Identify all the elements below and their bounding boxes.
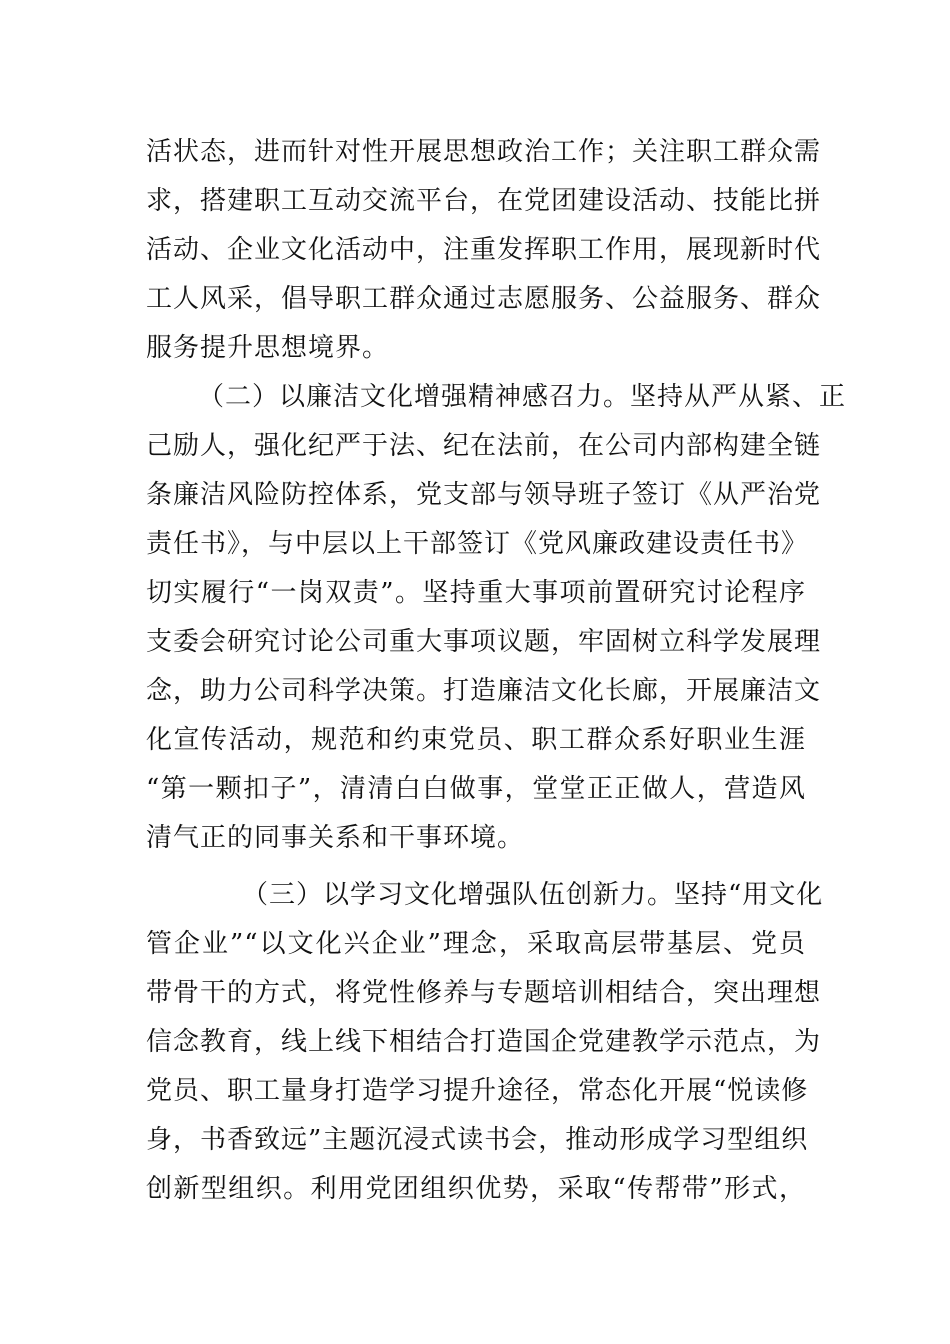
text-line: 己励人，强化纪严于法、纪在法前，在公司内部构建全链 bbox=[146, 431, 822, 461]
text-line: 念，助力公司科学决策。打造廉洁文化长廊，开展廉洁文 bbox=[146, 676, 822, 706]
text-line: 创新型组织。利用党团组织优势，采取“传帮带”形式， bbox=[146, 1174, 806, 1204]
text-line: “第一颗扣子”，清清白白做事，堂堂正正做人，营造风 bbox=[146, 774, 806, 804]
text-line: 化宣传活动，规范和约束党员、职工群众系好职业生涯 bbox=[146, 725, 806, 755]
text-line: 清气正的同事关系和干事环境。 bbox=[146, 823, 525, 853]
text-line: 支委会研究讨论公司重大事项议题，牢固树立科学发展理 bbox=[146, 627, 822, 657]
paragraph-heading-line: （二）以廉洁文化增强精神感召力。坚持从严从紧、正 bbox=[198, 382, 847, 412]
text-line: 身，书香致远”主题沉浸式读书会，推动形成学习型组织 bbox=[146, 1125, 809, 1155]
text-line: 条廉洁风险防控体系，党支部与领导班子签订《从严治党 bbox=[146, 480, 822, 510]
text-line: 党员、职工量身打造学习提升途径，常态化开展“悦读修 bbox=[146, 1076, 809, 1106]
text-line: 工人风采，倡导职工群众通过志愿服务、公益服务、群众 bbox=[146, 284, 822, 314]
text-line: 服务提升思想境界。 bbox=[146, 333, 390, 363]
text-line: 活动、企业文化活动中，注重发挥职工作用，展现新时代 bbox=[146, 235, 822, 265]
text-line: 切实履行“一岗双责”。坚持重大事项前置研究讨论程序 bbox=[146, 578, 806, 608]
text-line: 责任书》，与中层以上干部签订《党风廉政建设责任书》 bbox=[146, 529, 809, 559]
text-line: 信念教育，线上线下相结合打造国企党建教学示范点，为 bbox=[146, 1027, 822, 1057]
text-line: 带骨干的方式，将党性修养与专题培训相结合，突出理想 bbox=[146, 978, 822, 1008]
text-line: 求，搭建职工互动交流平台，在党团建设活动、技能比拼 bbox=[146, 186, 822, 216]
text-line: 活状态，进而针对性开展思想政治工作；关注职工群众需 bbox=[146, 137, 822, 167]
paragraph-heading-line: （三）以学习文化增强队伍创新力。坚持“用文化 bbox=[242, 880, 824, 910]
text-line: 管企业”“以文化兴企业”理念，采取高层带基层、党员 bbox=[146, 929, 806, 959]
